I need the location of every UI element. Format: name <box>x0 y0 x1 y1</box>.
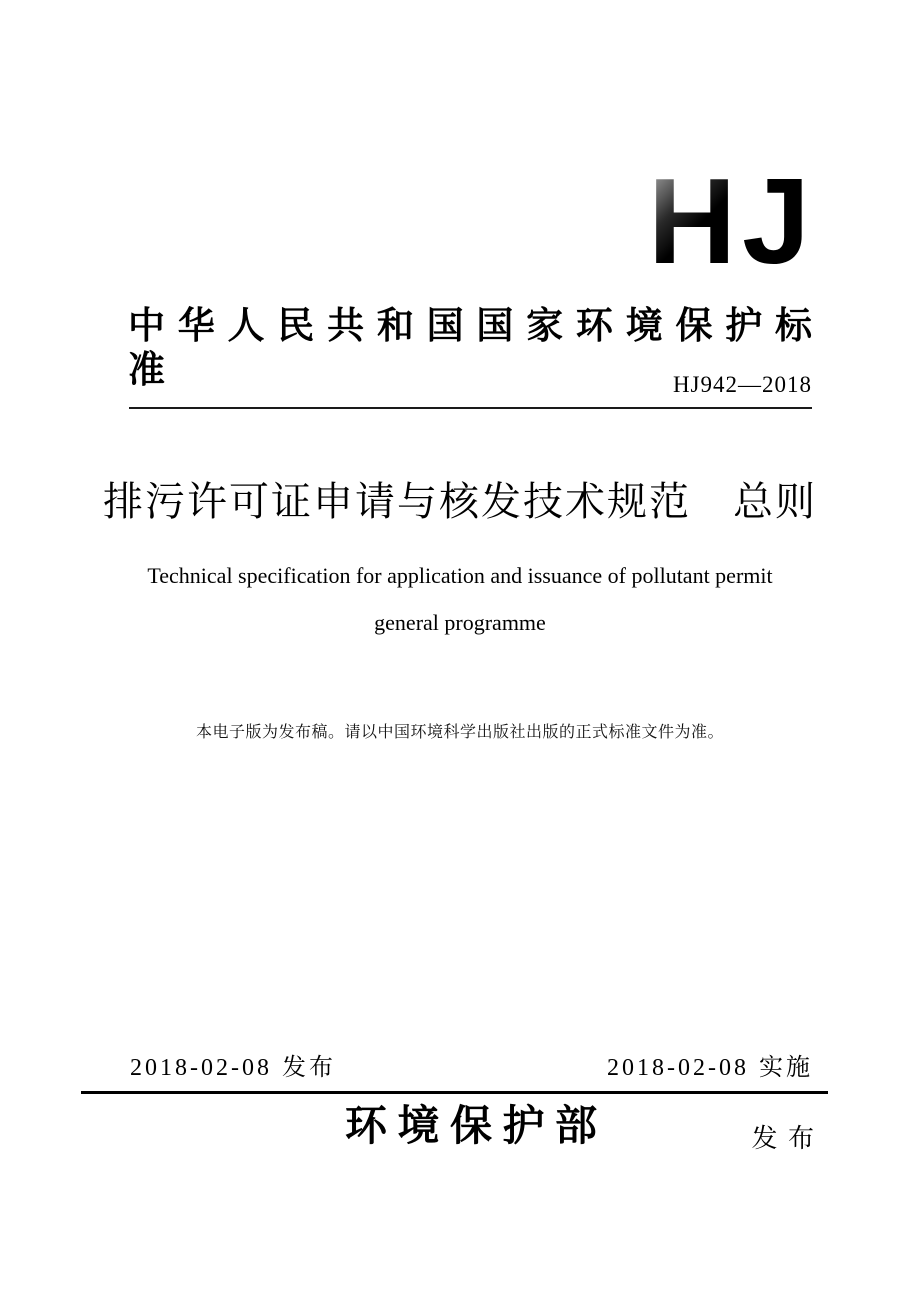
standard-title-english-line1: Technical specification for application and issuance of pollutant permit <box>147 563 773 588</box>
standard-title-english-line2: general programme <box>374 610 546 635</box>
edition-note: 本电子版为发布稿。请以中国环境科学出版社出版的正式标准文件为准。 <box>195 724 724 741</box>
publish-label: 发 布 <box>751 1124 816 1153</box>
header-divider <box>129 407 812 409</box>
implement-date: 2018-02-08 <box>607 1055 749 1081</box>
issue-date-group <box>130 1047 336 1082</box>
issue-date-label: 发布 <box>281 1055 336 1081</box>
issue-date: 2018-02-08 <box>130 1055 272 1081</box>
date-row <box>130 1047 813 1082</box>
publisher-name: 环 境 保 护 部 <box>344 1104 597 1150</box>
implement-date-group <box>607 1047 813 1082</box>
implement-date-label: 实施 <box>759 1055 813 1081</box>
hj-logo: HJ <box>648 153 816 289</box>
standard-title-chinese: 排污许可证申请与核发技术规范 总则 <box>103 479 817 524</box>
national-standard-heading: 中 华 人 民 共 和 国 国 家 环 境 保 护 标 准 <box>128 306 812 392</box>
footer-divider <box>81 1091 828 1094</box>
standard-number: HJ942—2018 <box>672 372 812 397</box>
